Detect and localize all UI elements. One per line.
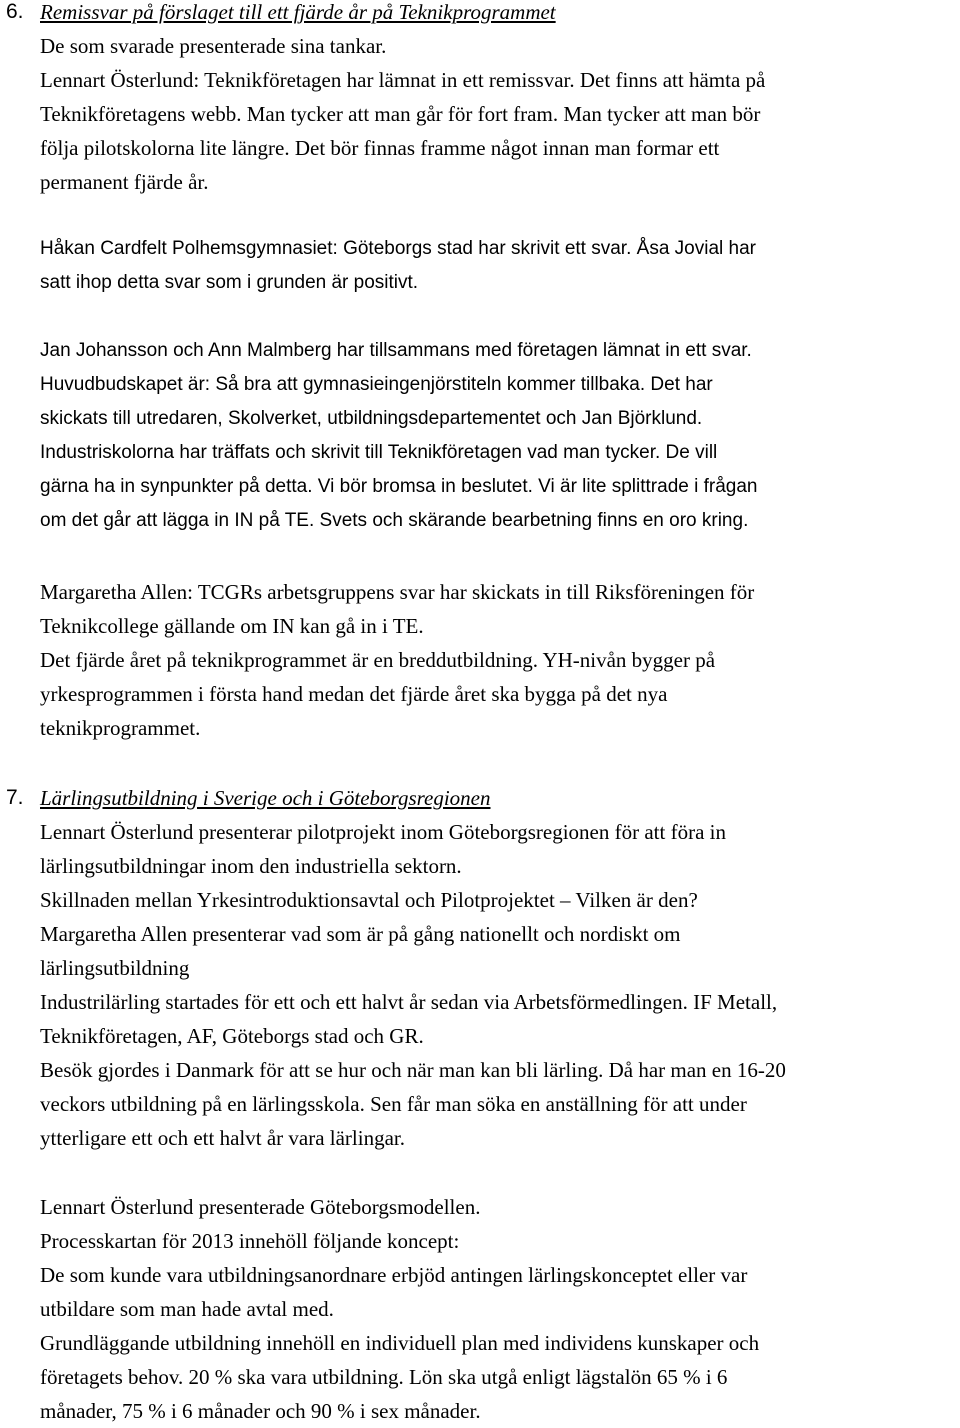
text-line: ytterligare ett och ett halvt år vara lärlingar. xyxy=(40,1126,405,1150)
text-line: veckors utbildning på en lärlingsskola. Sen får man söka en anställning för att under xyxy=(40,1092,747,1116)
text-line: Processkartan för 2013 innehöll följande koncept: xyxy=(40,1229,460,1253)
text-line: Håkan Cardfelt Polhemsgymnasiet: Göteborgs stad har skrivit ett svar. Åsa Jovial har xyxy=(40,238,756,259)
text-line: Teknikföretagens webb. Man tycker att man går för fort fram. Man tycker att man bör xyxy=(40,102,761,126)
text-line: Teknikcollege gällande om IN kan gå in i TE. xyxy=(40,614,424,638)
text-line: Margaretha Allen presenterar vad som är på gång nationellt och nordiskt om xyxy=(40,922,681,946)
paragraph xyxy=(40,815,955,1155)
paragraph xyxy=(40,1190,955,1428)
text-line: Industriskolorna har träffats och skrivit till Teknikföretagen vad man tycker. De vill xyxy=(40,442,718,463)
text-line: Industrilärling startades för ett och ett halvt år sedan via Arbetsförmedlingen. IF Metall, xyxy=(40,990,778,1014)
text-line: Lennart Österlund presenterade Göteborgsmodellen. xyxy=(40,1195,481,1219)
paragraph xyxy=(40,334,955,538)
text-line: yrkesprogrammen i första hand medan det fjärde året ska bygga på det nya xyxy=(40,682,668,706)
text-line: Teknikföretagen, AF, Göteborgs stad och GR. xyxy=(40,1024,424,1048)
text-line: Grundläggande utbildning innehöll en individuell plan med individens kunskaper och xyxy=(40,1331,760,1355)
text-line: Margaretha Allen: TCGRs arbetsgruppens svar har skickats in till Riksföreningen för xyxy=(40,580,755,604)
text-line: Lennart Österlund: Teknikföretagen har lämnat in ett remissvar. Det finns att hämta på xyxy=(40,68,766,92)
section-number: 6. xyxy=(6,0,24,23)
text-line: om det går att lägga in IN på TE. Svets och skärande bearbetning finns en oro kring. xyxy=(40,510,749,531)
text-line: satt ihop detta svar som i grunden är positivt. xyxy=(40,272,419,293)
paragraph xyxy=(40,232,955,300)
text-line: Besök gjordes i Danmark för att se hur och när man kan bli lärling. Då har man en 16-20 xyxy=(40,1058,786,1082)
text-line: skickats till utredaren, Skolverket, utbildningsdepartementet och Jan Björklund. xyxy=(40,408,703,429)
text-line: lärlingsutbildning xyxy=(40,956,190,980)
text-line: Lennart Österlund presenterar pilotprojekt inom Göteborgsregionen för att föra in xyxy=(40,820,726,844)
section-heading: Remissvar på förslaget till ett fjärde år på Teknikprogrammet xyxy=(40,0,556,24)
text-line: utbildare som man hade avtal med. xyxy=(40,1297,334,1321)
text-line: Jan Johansson och Ann Malmberg har tillsammans med företagen lämnat in ett svar. xyxy=(40,340,752,361)
text-line: företagets behov. 20 % ska vara utbildning. Lön ska utgå enligt lägstalön 65 % i 6 xyxy=(40,1365,728,1389)
text-line: De som svarade presenterade sina tankar. xyxy=(40,34,387,58)
paragraph xyxy=(40,575,955,745)
text-line: Det fjärde året på teknikprogrammet är en breddutbildning. YH-nivån bygger på xyxy=(40,648,716,672)
text-line: Huvudbudskapet är: Så bra att gymnasieingenjörstiteln kommer tillbaka. Det har xyxy=(40,374,713,395)
paragraph xyxy=(40,29,955,199)
text-line: månader, 75 % i 6 månader och 90 % i sex månader. xyxy=(40,1399,481,1423)
section-heading: Lärlingsutbildning i Sverige och i Göteborgsregionen xyxy=(40,786,491,810)
section-number: 7. xyxy=(6,786,24,809)
text-line: permanent fjärde år. xyxy=(40,170,209,194)
text-line: teknikprogrammet. xyxy=(40,716,201,740)
text-line: lärlingsutbildningar inom den industriella sektorn. xyxy=(40,854,462,878)
text-line: Skillnaden mellan Yrkesintroduktionsavtal och Pilotprojektet – Vilken är den? xyxy=(40,888,698,912)
text-line: följa pilotskolorna lite längre. Det bör finnas framme något innan man formar ett xyxy=(40,136,720,160)
text-line: De som kunde vara utbildningsanordnare erbjöd antingen lärlingskonceptet eller var xyxy=(40,1263,748,1287)
text-line: gärna ha in synpunkter på detta. Vi bör bromsa in beslutet. Vi är lite splittrade i frågan xyxy=(40,476,758,497)
